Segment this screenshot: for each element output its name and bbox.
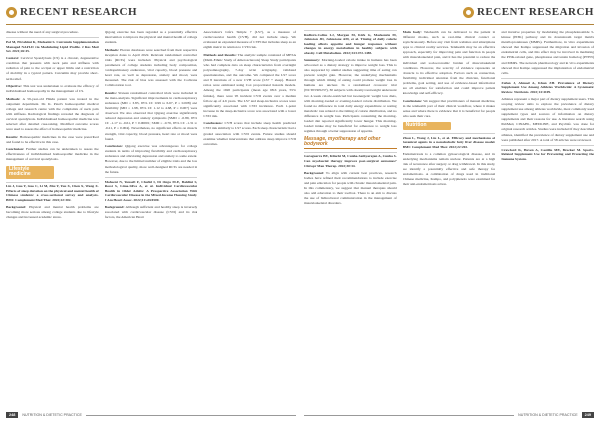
citation: Lin J, Guo Y, Guo C, Li M, Zhu Y, You X, Chen X, Wang X. Effects of sleep duration on the physical and mental health of Chinese students: a cross-sectional survey and analysis. BMC Complement Med Ther. 2022;22:302.: [6, 182, 99, 203]
section-pill: Nutrition: [403, 122, 451, 130]
citation: Garaguerra BE, Kiluchi M, Cunha-Sathyarajan A, Cunha S. Can myofascial therapy improve post-surgical outcomes? Chiropr Man Therap. 2022;30:34.: [304, 152, 397, 168]
header-rule: [6, 24, 594, 25]
body-paragraph: Conclusions: We suggest that practitioners of manual medicine, in the telehealth part of their clinical workflow, where it makes sense and where there is evidence that it is beneficial for people who seek their care.: [402, 98, 496, 118]
left-page: [6, 30, 296, 404]
body-paragraph: Objective: This test was undertaken to evaluate the efficacy of individualised homoeopathy in the management of CS.: [6, 84, 99, 94]
left-page-column-2: [105, 30, 198, 404]
footer-rule-left: [86, 415, 296, 416]
citation: Zufan J, Ahmad A, Khan ZH. Prevalence of Dietary Supplement Use Among Athletes Worldwide: A Systematic Review. Nutrients. 2022;14:4109.: [501, 78, 594, 94]
body-paragraph: Background: Physical and mental health problems are becoming more serious among college students due to lifestyle changes and increased academic stress.: [6, 204, 99, 220]
left-page-column-3: [203, 30, 296, 404]
footer-journal-right: NUTRITION & DIETETIC PRACTICE: [518, 413, 578, 417]
leaf-badge-icon: [6, 7, 17, 18]
page-number-right: 249: [582, 412, 594, 418]
left-page-column-1: [6, 30, 99, 404]
citation: Crawford K, Hoven A, Castillo ME, Brocker M. Sports-Related Supplement Use for Preventing and Protecting the Immune System.: [501, 145, 594, 161]
page-number-left: 248: [6, 412, 18, 418]
right-page-column-1: [304, 30, 397, 404]
body-paragraph: Summary: Morning-loaded calorie intake in humans has been advocated as a dietary strategy to improve weight loss. This is also supported by animal studies suggesting time of eating can prevent weight gain. However, the underlying mechanisms through which timing of eating could promote weight loss in humans are unclear. In a randomised crossover trial (NCT03305237), 30 subjects with obesity/overweight underwent two 4-week calorie-restricted but isoenergetic weight loss diets, with morning-loaded or evening-loaded calorie distribution. We found no difference in total daily energy expenditure or resting metabolic rate related to the timing of calorie distribution, and no difference in weight loss. Participants consuming the morning-loaded diet reported significantly lower hunger. This morning-loaded intake may be beneficial for adherence to weight loss regimes through a better suppression of appetite.: [304, 57, 397, 134]
body-paragraph: Main body: Telehealth can be delivered to the patient in different modes, such as real-time clinical contact or asynchronously. Before any visit from websites and smartphone apps to clinical reality services. Telehealth may be an effective approach, especially for improving pain and function in people with musculoskeletal pain, and it has the potential to reduce the individual and socioeconomic burden of musculoskeletal conditions. However, the scarcity of evidence represents an obstacle to its effective adoption. Factors such as connection, flexibility, individual attention from the clinician, functional problems, goal setting, and use of evidence-based information are all enablers for satisfaction and could improve patient knowledge and self-efficacy.: [402, 30, 496, 96]
body-paragraph: Context: Cervical Spondylosis (CS) is a chronic, degenerative condition that presents with neck pain and stiffness with radiation of pain to the occiput or upper limbs and a restriction of mobility in a typical pattern. Curcumin may provide short-term relief.: [6, 56, 99, 81]
footer-right: [304, 410, 594, 420]
body-paragraph: Results: Homoeopathic medicines in the case were prescribed and found to be effective in this case.: [6, 134, 99, 144]
body-paragraph: Conclusions: CVH scores that include sleep health predicted CVD risk similarly to LS7 scores. Each sleep characteristic had a graded association with CVD events. Future studies should examine whether interventions that address sleep improve CVD outcomes.: [203, 121, 297, 146]
section-title-left: RECENT RESEARCH: [20, 6, 138, 18]
body-paragraph: Methods and Results: The analytic sample consisted of MESA (Multi-Ethnic Study of Atherosclerosis) Sleep Study participants who had complete data on sleep characteristics from overnight polysomnography, 7-day wrist actigraphy, validated questionnaires, and the outcome. We computed the LS7 score and 8 iterations of a new CVH score (LS7 + sleep). Hazard ratios were estimated using Cox proportional hazards models. Among the 1920 participants (mean age 68.6 years, 55% female), there were 95 incident CVD events over a median follow-up of 4.6 years. The LS7 and sleep-inclusive scores were significantly associated with CVD incidence. Each 1-point increase in the sleep-inclusive score was associated with a lower CVD risk.: [203, 52, 297, 118]
section-header-left: [6, 6, 137, 18]
right-page-column-3: [501, 30, 594, 404]
body-paragraph: Qigong exercise has been regarded as a potentially effective intervention to improve the physical and mental health of college students.: [104, 30, 198, 45]
citation: Pol M, Ebrahimi K, Mohseini S. Curcumin Supplementation Managed NAFLD via Modulating Lipid Profile. J Res Med Sci. 2021;26:45.: [6, 37, 99, 53]
section-header-right: [463, 6, 594, 18]
citation: Zhou L, Wang J, Liu L, et al. Efficacy and mechanisms of botanical agents in a nonalcoholic fatty liver disease model. BMC Complement Med Ther. 2022;22:202.: [403, 133, 496, 149]
body-paragraph: Athletes represent a major part of dietary supplement users. This scoping review aims to explore the prevalence of dietary supplement use among athletes worldwide, most commonly used supplement types and sources of information on dietary supplements and their reasons for use. A literature search using PubMed, CINAHL, MEDLINE, and PsycInfo was done for original research articles. Studies were included if they described athletes, identified the prevalence of dietary supplement use and were published after 2017. A total of 58 articles were reviewed.: [501, 96, 595, 142]
body-paragraph: Methods: A 59-year-old Hindu patient was treated in the outpatient department. Dr. K. Patel's homoeopathic medical college and research centre with the complaints of neck pain with stiffness. Radiological findings revealed the diagnosis of cervical spondylosis. Individualised homoeopathic medicine was selected after detailed case-taking. Modified outcome scores were used to assess the effect of homoeopathic medicine.: [6, 96, 99, 132]
body-paragraph: and invasive properties by modulating the phosphoinositide 3-kinase (PI3K) pathway and its downstream target matrix metalloproteinases (MMPs). Furthermore, in vitro experiments showed that Kampo suppressed the migration and invasion of endometrial cells, and this effect may be involved in mediating the PI3K-related gene, phosphatase and tensin homolog (PTEN) and MMPs. The network pharmacology and in vivo experiments showed that Kampo suppressed the implantation of endometrial cells.: [501, 30, 595, 75]
body-paragraph: Results: Sixteen randomised controlled trials were included in the meta-analysis. Significant improvements in cardiorespiratory endurance (MD = 3.83, 95% CI: 0.99 to 6.67, P = 0.008) and flexibility (MD = 1.98, 95% CI: 1.12 to 4.68, P = 0.007) were observed. We also observed that Qigong exercise significantly reduced depression and anxiety symptoms (SMD = -0.89, 95% CI: -1.17 to -0.61, P < 0.00001; SMD = -0.76, 95% CI: -1.31 to -0.21, P = 0.004). Nevertheless, no significant effects on muscle strength, vital capacity, blood pressure, heart rate or mood were found.: [104, 90, 198, 141]
body-paragraph: disease without the need of any surgical procedure.: [6, 30, 79, 34]
footer-left: [6, 410, 296, 420]
body-paragraph: Conclusion: Further studies can be undertaken to assess the effectiveness of individualised homoeopathic medicine in the management of cervical spondylosis.: [6, 147, 99, 162]
body-paragraph: Background: To align with current best practices, research bodies have refined their recommendations to include exercise and pain education for people with chronic musculoskeletal pain. In this commentary, we suggest that manual therapies should also add education to their toolbox. There is an aim to discuss the use of bidirectional communication in the management of musculoskeletal disorders.: [304, 170, 397, 206]
leaf-badge-icon: [463, 7, 474, 18]
citation: Redfern-Colins LJ, Morgan M, Kirk G, Mackenzie M, Johnston JD, Johnstone AM, et al. Timing of daily calorie loading affects appetite and hunger responses without changes in energy metabolism in healthy subjects with obesity. Cell Metabolism. 2022;34:1472-1485.: [304, 30, 397, 55]
citation: Mohseni N, Yousefi F, Chafid I, Di Onga M-E, Baldini S, Rossi S, Lima-Silva A, et al. Individual Cardiovascular Health in Older Adults: A Prospective Association With Cardiovascular Disease in the Mixed-Income Housing Study. J Am Heart Assoc. 2022;11:e024500.: [105, 177, 198, 202]
footer-rule-right: [304, 415, 514, 416]
footer-journal-left: NUTRITION & DIETETIC PRACTICE: [22, 413, 82, 417]
body-paragraph: Background: Although sufficient and healthy sleep is inversely associated with cardiovascular disease (CVD) and its risk factors, the American Heart: [104, 204, 198, 220]
section-title-right: RECENT RESEARCH: [476, 6, 594, 18]
section-heading: Massage, myotherapy and other bodywork: [304, 137, 397, 149]
body-paragraph: Conclusion: Qigong exercise was advantageous for college students in terms of improving flexibility and cardiorespiratory endurance and alleviating depression and anxiety to some extent. However, due to the limited number of eligible trials and the low methodological quality, more well-designed RCTs are needed in the future.: [104, 144, 198, 174]
body-paragraph: Endometriosis is a common gynaecological disease, and its underlying mechanisms remain unclear. Patients are at a high risk of recurrence after surgery or drug withdrawal. In this study, we identify a potentially effective and safe therapy for endometriosis. A combination of drugs used in traditional Chinese medicine, Kampo, and polyphenols were examined for their anti-endometriosis action.: [402, 151, 496, 187]
right-page: [304, 30, 594, 404]
section-pill: Lifestyle medicine: [6, 166, 54, 179]
body-paragraph: Methods: Eleven databases were searched from their respective inception dates to April 2022. Relevant randomised controlled trials (RCTs) were included. Physical and psychological parameters of college students including body composition, cardiopulmonary endurance, vital capacity, blood pressure and heart rate, as well as depression, anxiety and mood, were measured. The risk of bias was assessed with the Cochrane Collaboration tool.: [104, 47, 198, 88]
body-paragraph: Association's Life's Simple 7 (LS7), as a measure of cardiovascular health (CVH), did not include sleep. We evaluated an expanded measure of CVH that includes sleep as an eighth metric in relation to CVD risk.: [203, 30, 297, 50]
right-page-column-2: [403, 30, 496, 404]
